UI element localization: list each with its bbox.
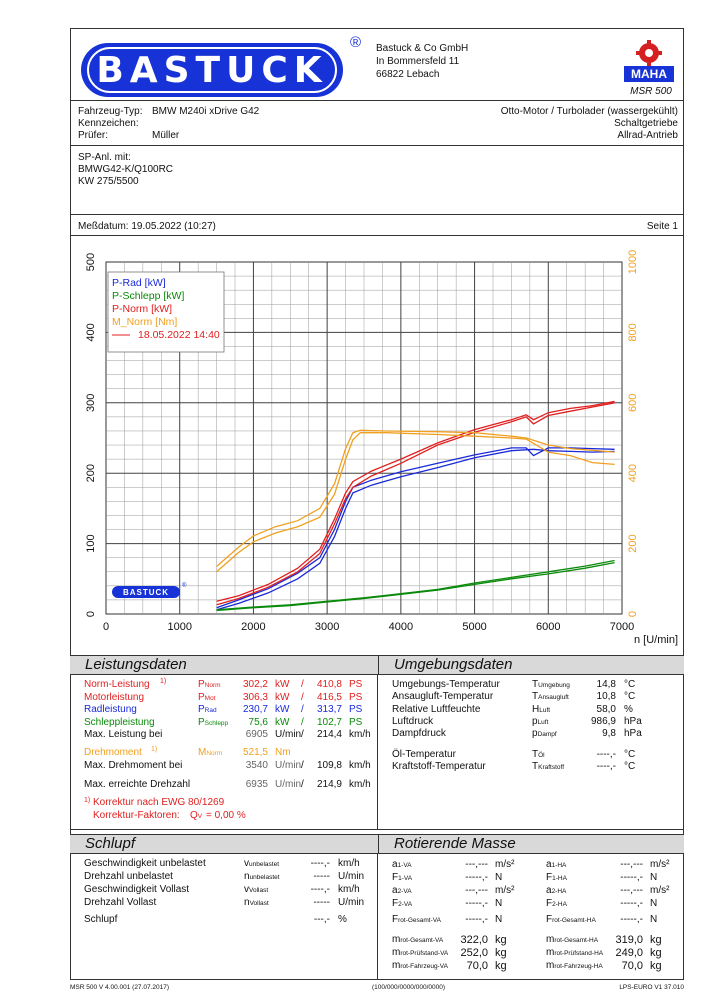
gearbox-type: Schaltgetriebe (614, 118, 678, 129)
unit: km/h (349, 779, 371, 790)
rotating-mass-symbol-va: Frot-Gesamt-VA (392, 914, 441, 925)
rotating-mass-symbol-va: F1-VA (392, 872, 413, 883)
rotating-mass-value-va: 252,0 (460, 947, 488, 959)
tester-value: Müller (152, 130, 180, 141)
slip-value: ----,- (310, 884, 330, 895)
rotating-mass-symbol-ha: F2-HA (546, 898, 567, 909)
footnote-mark: 1) (84, 797, 91, 804)
vehicle-type-label: Fahrzeug-Typ: (78, 106, 143, 117)
ambient-label: Öl-Temperatur (392, 749, 456, 760)
rotating-mass-symbol-ha: a2-HA (546, 885, 567, 896)
y-left-tick-label: 100 (85, 534, 97, 553)
y-left-tick-label: 200 (85, 464, 97, 483)
setup-line: KW 275/5500 (78, 176, 139, 187)
rotating-mass-symbol-ha: mrot-Gesamt-HA (546, 934, 599, 945)
torque-label: Drehmoment (84, 747, 142, 758)
symbol-subscript: rot-Gesamt-HA (554, 937, 599, 944)
symbol-subscript: V (197, 813, 203, 820)
rotating-mass-value-ha: ---,--- (620, 859, 643, 870)
performance-value-ps: 214,4 (316, 729, 342, 740)
rotating-mass-symbol-ha: mrot-Prüfstand-HA (546, 947, 604, 958)
performance-value-kw: 306,3 (242, 691, 268, 703)
unit: kW (275, 679, 290, 690)
unit: kg (650, 947, 662, 959)
setup-line: SP-Anl. mit: (78, 152, 131, 163)
rotating-mass-value-ha: -----,- (620, 872, 643, 883)
ambient-label: Ansaugluft-Temperatur (392, 691, 494, 703)
rotating-mass-symbol-va: mrot-Gesamt-VA (392, 934, 444, 945)
ambient-value: 10,8 (596, 691, 616, 703)
performance-label: Max. Leistung bei (84, 729, 163, 740)
correction-factor-symbol: QV (190, 810, 203, 821)
ambient-value: 14,8 (596, 679, 616, 690)
symbol-subscript: Norm (206, 750, 223, 757)
torque-rpm-label: Max. Drehmoment bei (84, 760, 183, 771)
separator: / (301, 704, 304, 715)
symbol-subscript: 1-HA (551, 862, 567, 869)
divider (70, 100, 684, 101)
unit: °C (624, 679, 636, 690)
symbol-subscript: rot-Fahrzeug-HA (554, 963, 603, 970)
test-setup (78, 152, 173, 188)
plate-label: Kennzeichen: (78, 118, 139, 129)
ambient-symbol: TÖl (532, 749, 545, 760)
footnote-mark: 1) (160, 678, 167, 685)
rotating-mass-value-va: 322,0 (460, 934, 488, 946)
rotating-mass-symbol-va: a1-VA (392, 859, 412, 870)
rotating-mass-value-va: ---,--- (465, 885, 488, 896)
unit: Nm (275, 747, 291, 758)
column-divider (377, 853, 378, 980)
symbol-subscript: Öl (538, 752, 545, 759)
ambient-value: 986,9 (590, 715, 616, 727)
device-model: MSR 500 (630, 86, 672, 97)
footnote-mark: 1) (151, 746, 158, 753)
unit: m/s² (495, 859, 515, 870)
unit: kg (495, 960, 507, 972)
correction-note: Korrektur nach EWG 80/1269 (93, 797, 225, 808)
rotating-mass-value-ha: 319,0 (615, 934, 643, 946)
unit: °C (624, 761, 636, 773)
unit: km/h (338, 858, 360, 869)
rotating-mass-value-va: 70,0 (466, 960, 488, 972)
y-right-tick-label: 400 (627, 464, 639, 483)
ambient-label: Dampfdruck (392, 728, 446, 740)
symbol-subscript: 2-VA (397, 888, 412, 895)
ambient-symbol: TUmgebung (532, 679, 570, 690)
engine-type: Otto-Motor / Turbolader (wassergekühlt) (500, 106, 678, 117)
ambient-value: 9,8 (602, 728, 616, 740)
performance-value-ps: 313,7 (316, 704, 342, 715)
y-right-tick-label: 600 (627, 393, 639, 412)
y-left-tick-label: 300 (85, 393, 97, 412)
y-right-tick-label: 1000 (627, 249, 639, 275)
separator: / (301, 691, 304, 703)
symbol-subscript: Ansaugluft (538, 694, 569, 702)
unit: PS (349, 691, 363, 703)
symbol-subscript: Mot (204, 694, 216, 702)
performance-value-kw: 6905 (245, 729, 268, 740)
vehicle-type-value: BMW M240i xDrive G42 (152, 106, 260, 117)
ambient-value: ----,- (596, 749, 616, 760)
x-tick-label: 6000 (536, 621, 561, 633)
y-left-tick-label: 0 (85, 610, 97, 618)
y-left-tick-label: 500 (85, 252, 97, 272)
unit: hPa (624, 728, 642, 740)
symbol-subscript: rot-Gesamt-VA (398, 917, 441, 924)
section-header-performance: Leistungsdaten (70, 655, 378, 674)
footer-software-version: MSR 500 V 4.00.001 (27.07.2017) (70, 984, 170, 991)
max-rpm-speed: 214,9 (316, 779, 342, 790)
torque-value: 521,5 (242, 747, 268, 758)
unit: PS (349, 704, 363, 715)
symbol-subscript: rot-Gesamt-HA (552, 917, 596, 924)
company-name: Bastuck & Co GmbH (376, 43, 469, 54)
rotating-mass-symbol-va: a2-VA (392, 885, 412, 896)
unit: km/h (349, 760, 371, 771)
symbol-subscript: rot-Prüfstand-VA (400, 950, 449, 957)
rotating-mass-value-va: -----,- (465, 872, 488, 883)
torque-rpm-value: 3540 (245, 760, 268, 771)
symbol-subscript: 1-VA (397, 862, 412, 869)
symbol-subscript: 1-HA (552, 875, 567, 882)
y-right-tick-label: 800 (627, 323, 639, 342)
unit: kg (650, 960, 662, 972)
correction-factor-value: = 0,00 % (206, 810, 246, 821)
setup-line: BMWG42-K/Q100RC (78, 164, 174, 175)
symbol-subscript: Norm (204, 682, 221, 689)
rotating-mass-symbol-ha: F1-HA (546, 872, 567, 883)
x-tick-label: 4000 (388, 621, 414, 633)
separator: / (301, 760, 304, 771)
unit: m/s² (650, 885, 670, 896)
maha-text: MAHA (631, 67, 667, 81)
unit: m/s² (650, 859, 670, 870)
ambient-label: Kraftstoff-Temperatur (392, 761, 486, 773)
performance-symbol: PRad (198, 704, 217, 715)
legend-entry: P-Norm [kW] (112, 303, 173, 315)
symbol-subscript: Dampf (537, 731, 557, 739)
section-header-ambient: Umgebungsdaten (378, 655, 684, 674)
legend-entry: P-Rad [kW] (112, 277, 166, 289)
separator: / (301, 679, 304, 690)
rotating-mass-symbol-ha: mrot-Fahrzeug-HA (546, 960, 603, 971)
unit: kW (275, 716, 290, 728)
slip-value: ----- (313, 897, 330, 908)
unit: °C (624, 749, 636, 760)
rotating-mass-value-ha: ---,--- (620, 885, 643, 896)
unit: N (495, 898, 503, 909)
separator: / (301, 716, 304, 728)
slip-value: ----- (313, 871, 330, 882)
symbol-subscript: rot-Gesamt-VA (400, 937, 444, 944)
rotating-mass-symbol-va: mrot-Prüfstand-VA (392, 947, 449, 958)
drive-type: Allrad-Antrieb (617, 130, 678, 141)
measurement-date: Meßdatum: 19.05.2022 (10:27) (78, 221, 216, 232)
performance-symbol: PSchlepp (198, 716, 229, 728)
performance-label: Motorleistung (84, 691, 145, 703)
divider (70, 235, 684, 236)
performance-symbol: PNorm (198, 679, 221, 690)
column-divider (377, 674, 378, 829)
unit: PS (349, 716, 363, 728)
rotating-mass-symbol-ha: Frot-Gesamt-HA (546, 914, 596, 925)
symbol-subscript: 2-HA (551, 888, 567, 895)
y-right-tick-label: 0 (627, 610, 639, 618)
slip-symbol: vunbelastet (244, 858, 279, 869)
symbol-subscript: 2-HA (552, 901, 567, 908)
unit: N (650, 872, 658, 883)
footer-code: (100/000/0000/000/0000) (372, 984, 446, 991)
unit: km/h (338, 884, 360, 895)
unit: kg (495, 947, 507, 959)
company-city: 66822 Lebach (376, 69, 440, 80)
rotating-mass-value-va: -----,- (465, 914, 488, 925)
rotating-mass-symbol-va: F2-VA (392, 898, 413, 909)
ambient-symbol: pDampf (532, 728, 557, 740)
symbol-subscript: Vollast (249, 887, 269, 894)
x-axis-label: n [U/min] (633, 634, 678, 646)
x-tick-label: 0 (102, 621, 110, 633)
slip-label: Drehzahl Vollast (84, 897, 157, 908)
unit: kg (650, 934, 662, 946)
unit: m/s² (495, 885, 515, 896)
y-right-tick-label: 200 (627, 534, 639, 553)
rotating-mass-symbol-va: mrot-Fahrzeug-VA (392, 960, 448, 971)
torque-symbol: MNorm (198, 747, 223, 758)
company-address (376, 42, 468, 81)
rotating-mass-value-ha: 249,0 (615, 947, 643, 959)
symbol-subscript: unbelastet (249, 861, 279, 868)
page-number: Seite 1 (646, 221, 678, 232)
max-rpm-value: 6935 (245, 779, 268, 790)
performance-label: Radleistung (84, 704, 137, 715)
chart-logo-text: BASTUCK (122, 588, 170, 597)
correction-factor-label: Korrektur-Faktoren: (93, 810, 180, 821)
performance-value-ps: 416,5 (316, 691, 342, 703)
ambient-label: Luftdruck (392, 715, 434, 727)
symbol-subscript: Schlepp (204, 719, 229, 727)
tester-label: Prüfer: (78, 130, 109, 141)
unit: U/min (275, 729, 302, 740)
x-tick-label: 7000 (609, 621, 635, 633)
separator: / (301, 779, 304, 790)
rotating-mass-value-ha: -----,- (620, 898, 643, 909)
performance-value-kw: 230,7 (242, 704, 268, 715)
performance-value-kw: 75,6 (248, 716, 268, 728)
slip-label: Drehzahl unbelastet (84, 871, 173, 882)
unit: N (650, 914, 658, 925)
registered-mark: ® (350, 34, 362, 51)
symbol-subscript: 1-VA (398, 875, 413, 882)
x-tick-label: 2000 (241, 621, 266, 633)
divider (70, 655, 684, 656)
rotating-mass-value-va: -----,- (465, 898, 488, 909)
unit: N (495, 872, 503, 883)
ambient-label: Relative Luftfeuchte (392, 703, 481, 715)
legend-entry: 18.05.2022 14:40 (138, 329, 220, 341)
divider (70, 214, 684, 215)
x-tick-label: 3000 (314, 621, 340, 633)
performance-value-ps: 410,8 (316, 679, 342, 690)
section-header-rotating-mass: Rotierende Masse (378, 834, 684, 853)
x-tick-label: 5000 (462, 621, 487, 633)
divider (70, 834, 684, 835)
footer-firmware-version: LPS-EURO V1 37.010 (619, 984, 684, 991)
section-header-slip: Schlupf (70, 834, 378, 853)
max-rpm-label: Max. erreichte Drehzahl (84, 779, 191, 790)
chart-logo-registered: ® (182, 583, 187, 589)
legend-entry: M_Norm [Nm] (112, 316, 178, 328)
slip-label: Geschwindigkeit Vollast (84, 884, 190, 895)
symbol-subscript: 2-VA (398, 901, 413, 908)
rotating-mass-value-ha: -----,- (620, 914, 643, 925)
ambient-symbol: TKraftstoff (532, 761, 565, 773)
symbol-subscript: Umgebung (538, 682, 570, 689)
y-left-tick-label: 400 (85, 323, 97, 342)
symbol-subscript: Luft (539, 706, 551, 714)
symbol-subscript: Luft (537, 718, 549, 726)
slip-symbol: vVollast (244, 884, 269, 895)
performance-symbol: PMot (198, 691, 216, 703)
unit: km/h (349, 729, 371, 740)
unit: U/min (338, 871, 365, 882)
unit: kW (275, 704, 290, 715)
unit: N (495, 914, 503, 925)
ambient-value: ----,- (596, 761, 616, 773)
symbol-subscript: Kraftstoff (538, 764, 565, 772)
performance-value-kw: 302,2 (242, 679, 268, 690)
power-curve-chart (70, 240, 684, 650)
rotating-mass-value-ha: 70,0 (621, 960, 643, 972)
unit: % (338, 914, 347, 925)
symbol-subscript: unbelastet (249, 874, 280, 881)
unit: % (624, 703, 633, 715)
slip-percent-label: Schlupf (84, 914, 118, 925)
symbol-subscript: rot-Fahrzeug-VA (400, 963, 448, 970)
slip-symbol: nVollast (244, 897, 269, 908)
unit: hPa (624, 715, 642, 727)
performance-label: Schleppleistung (84, 716, 155, 728)
symbol-subscript: Vollast (249, 900, 269, 907)
logo-text: BASTUCK (96, 50, 328, 91)
slip-percent-value: ---,- (313, 914, 330, 925)
unit: kg (495, 934, 507, 946)
divider (70, 145, 684, 146)
separator: / (301, 729, 304, 740)
ambient-label: Umgebungs-Temperatur (392, 679, 500, 690)
slip-symbol: nunbelastet (244, 871, 280, 882)
ambient-symbol: HLuft (532, 703, 551, 715)
ambient-symbol: TAnsaugluft (532, 691, 569, 703)
unit: U/min (275, 779, 302, 790)
rotating-mass-symbol-ha: a1-HA (546, 859, 567, 870)
unit: U/min (275, 760, 302, 771)
unit: °C (624, 691, 636, 703)
x-tick-label: 1000 (167, 621, 192, 633)
symbol-subscript: rot-Prüfstand-HA (554, 950, 604, 957)
slip-value: ----,- (310, 858, 330, 869)
unit: U/min (338, 897, 365, 908)
unit: kW (275, 691, 290, 703)
unit: PS (349, 679, 363, 690)
slip-label: Geschwindigkeit unbelastet (84, 858, 206, 869)
performance-label: Norm-Leistung (84, 679, 150, 690)
ambient-symbol: pLuft (532, 715, 549, 727)
torque-speed-value: 109,8 (316, 760, 342, 771)
ambient-value: 58,0 (596, 703, 616, 715)
legend-entry: P-Schlepp [kW] (112, 290, 185, 302)
company-street: In Bommersfeld 11 (376, 56, 460, 67)
unit: N (650, 898, 658, 909)
divider (70, 829, 684, 830)
symbol-subscript: Rad (204, 707, 217, 714)
rotating-mass-value-va: ---,--- (465, 859, 488, 870)
performance-value-ps: 102,7 (316, 716, 342, 728)
